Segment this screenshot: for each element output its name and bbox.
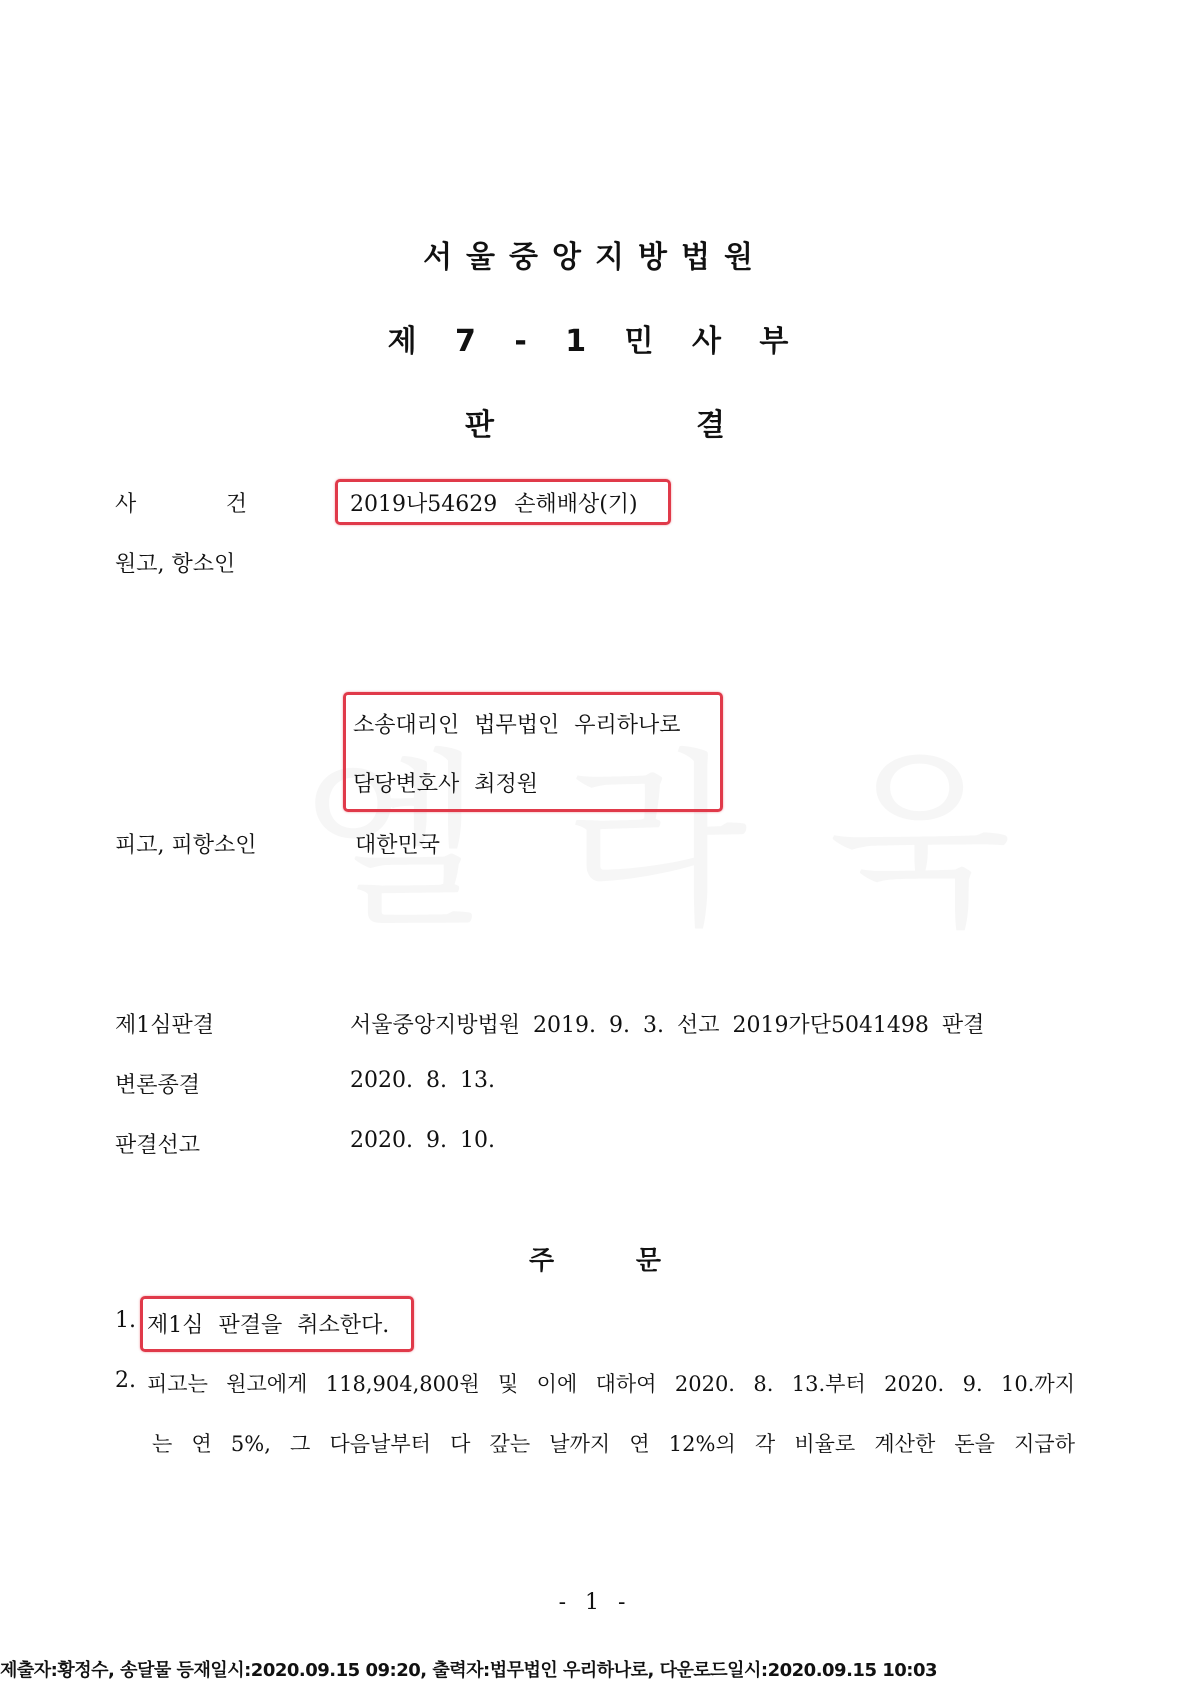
case-value: 2019나54629 손해배상(기) bbox=[350, 492, 638, 517]
defendant-label: 피고, 피항소인 bbox=[115, 833, 257, 858]
ruling-item-2-continuation: 는 연 5%, 그 다음날부터 다 갚는 날까지 연 12%의 각 비율로 계산한 돈을 지급하 bbox=[152, 1432, 1075, 1456]
ruling-item-2-text: 피고는 원고에게 118,904,800원 및 이에 대하여 2020. 8. 13.부터 2020. 9. 10.까지 bbox=[147, 1372, 1075, 1396]
agent-line-1: 소송대리인 법무법인 우리하나로 bbox=[353, 713, 681, 738]
document-type-text: 판 결 bbox=[465, 408, 725, 443]
division-name: 제 7 - 1 민 사 부 bbox=[387, 324, 803, 359]
download-footer: 제출자:황정수, 송달물 등재일시:2020.09.15 09:20, 출력자:법무법인 우리하나로, 다운로드일시:2020.09.15 10:03 bbox=[0, 1660, 938, 1681]
ruling-heading-text: 주 문 bbox=[529, 1246, 661, 1276]
ruling-item-1-number: 1. bbox=[115, 1308, 136, 1333]
page-number: - 1 - bbox=[558, 1590, 632, 1615]
closing-value: 2020. 8. 13. bbox=[350, 1068, 495, 1093]
closing-label: 변론종결 bbox=[115, 1073, 201, 1098]
ruling-item-2-number: 2. bbox=[115, 1368, 136, 1393]
plaintiff-label: 원고, 항소인 bbox=[115, 552, 236, 577]
court-name: 서울중앙지방법원 bbox=[423, 240, 767, 275]
document-type bbox=[0, 400, 1190, 444]
sentence-label: 판결선고 bbox=[115, 1133, 201, 1158]
first-judgment-value: 서울중앙지방법원 2019. 9. 3. 선고 2019가단5041498 판결 bbox=[350, 1013, 985, 1038]
sentence-value: 2020. 9. 10. bbox=[350, 1128, 495, 1153]
ruling-item-1-text: 제1심 판결을 취소한다. bbox=[147, 1313, 390, 1338]
ruling-heading bbox=[0, 1240, 1190, 1277]
case-label: 사 건 bbox=[115, 492, 247, 517]
first-judgment-label: 제1심판결 bbox=[115, 1013, 215, 1038]
defendant-value: 대한민국 bbox=[355, 833, 441, 858]
agent-line-2: 담당변호사 최정원 bbox=[353, 772, 539, 797]
